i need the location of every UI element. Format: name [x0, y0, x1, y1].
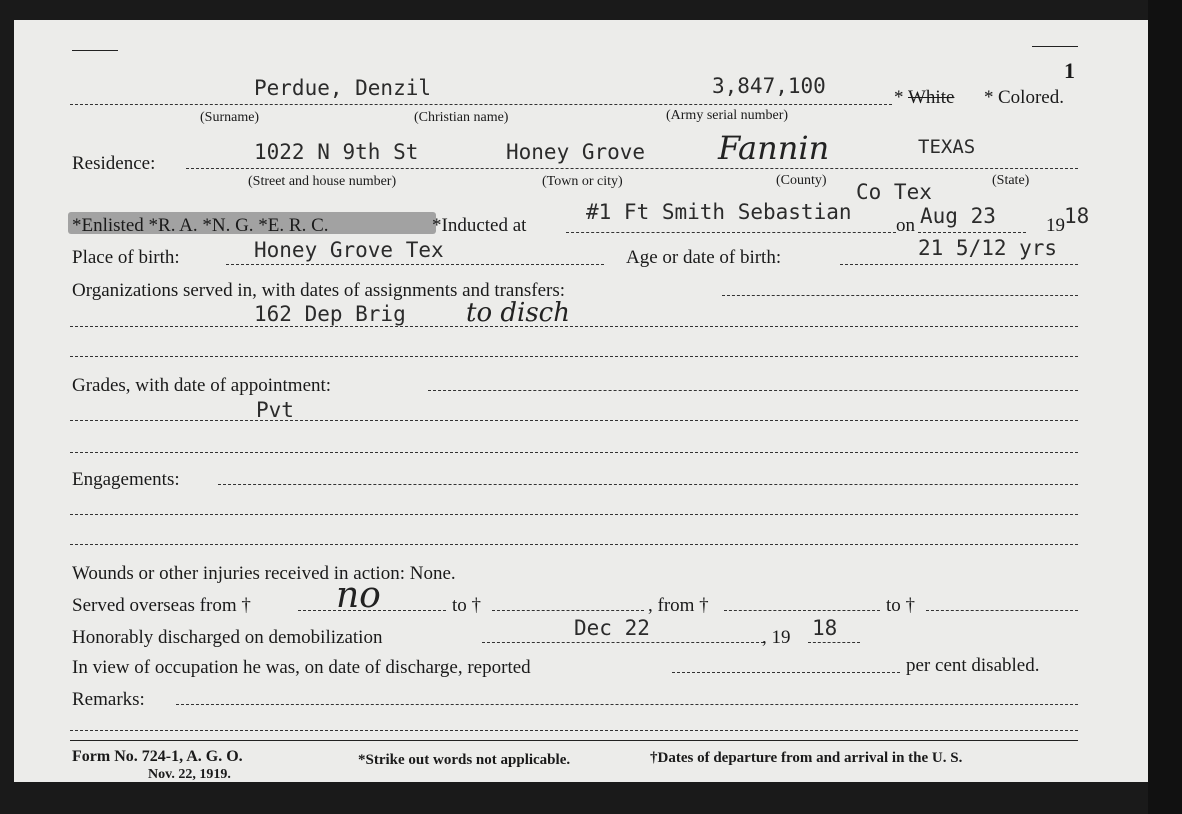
age-label: Age or date of birth: — [626, 247, 782, 268]
wounds-label: Wounds or other injuries received in action: None. — [72, 563, 456, 584]
footer-rule — [70, 740, 1078, 741]
form-number: Form No. 724-1, A. G. O. — [72, 748, 243, 765]
surname-caption: (Surname) — [200, 110, 260, 125]
overseas-line-2 — [492, 610, 644, 611]
strike-note: *Strike out words not applicable. — [358, 752, 571, 768]
inducted-on-label: on — [896, 215, 915, 236]
remarks-label: Remarks: — [72, 689, 145, 710]
remarks-line-1 — [176, 704, 1078, 705]
grades-line-2 — [70, 420, 1078, 421]
age-line — [840, 264, 1078, 265]
engagements-line-2 — [70, 514, 1078, 515]
residence-county: Fannin — [718, 129, 830, 167]
organizations-line-1 — [722, 295, 1078, 296]
residence-street: 1022 N 9th St — [254, 140, 419, 164]
residence-state: TEXAS — [918, 136, 976, 158]
overseas-label: Served overseas from † — [72, 595, 251, 616]
card-number: 1 — [1064, 58, 1075, 83]
form-date: Nov. 22, 1919. — [148, 767, 231, 782]
serial-caption: (Army serial number) — [666, 108, 789, 123]
grades-line-3 — [70, 452, 1078, 453]
residence-line — [186, 168, 1078, 169]
overseas-line-1 — [298, 610, 446, 611]
dates-note: †Dates of departure from and arrival in the U. S. — [650, 750, 963, 766]
overseas-to2-label: to † — [886, 595, 916, 616]
inducted-year: 18 — [1064, 204, 1090, 228]
organizations-line-3 — [70, 356, 1078, 357]
disability-line — [672, 672, 900, 673]
overseas-from-label: , from † — [648, 595, 709, 616]
overseas-value: no — [336, 575, 381, 616]
discharge-date: Dec 22 — [574, 616, 650, 640]
overseas-to-label: to † — [452, 595, 482, 616]
christian-name-caption: (Christian name) — [414, 110, 509, 125]
white-option: White — [908, 87, 955, 108]
discharge-year: 18 — [812, 616, 838, 640]
organizations-value: 162 Dep Brig — [254, 302, 406, 326]
state-caption: (State) — [992, 173, 1030, 188]
organizations-handwritten: to disch — [466, 298, 570, 328]
residence-town: Honey Grove — [506, 140, 646, 164]
grades-line-1 — [428, 390, 1078, 391]
remarks-line-2 — [70, 730, 1078, 731]
residence-label: Residence: — [72, 153, 156, 174]
engagements-label: Engagements: — [72, 469, 180, 490]
overseas-line-3 — [724, 610, 880, 611]
grades-label: Grades, with date of appointment: — [72, 375, 332, 396]
inducted-label: *Inducted at — [432, 215, 527, 236]
top-left-rule — [72, 50, 118, 51]
scan-border — [1148, 0, 1182, 814]
inducted-date: Aug 23 — [920, 204, 996, 228]
engagements-line-3 — [70, 544, 1078, 545]
inducted-line — [566, 232, 896, 233]
top-right-rule — [1032, 46, 1078, 47]
disability-suffix: per cent disabled. — [906, 655, 1040, 676]
place-of-birth: Honey Grove Tex — [254, 238, 444, 262]
discharge-date-line — [482, 642, 764, 643]
grades-value: Pvt — [256, 398, 294, 422]
colored-option: Colored. — [998, 87, 1064, 108]
colored-asterisk: * — [984, 87, 994, 108]
serial-value: 3,847,100 — [712, 74, 826, 98]
town-caption: (Town or city) — [542, 174, 623, 189]
white-asterisk: * — [894, 87, 904, 108]
discharge-year-line — [808, 642, 860, 643]
discharge-label: Honorably discharged on demobilization — [72, 627, 383, 648]
street-caption: (Street and house number) — [248, 174, 397, 189]
organizations-line-2 — [70, 326, 1078, 327]
place-of-birth-line — [226, 264, 604, 265]
county-caption: (County) — [776, 173, 827, 188]
inducted-year-prefix: 19 — [1046, 215, 1065, 236]
disability-label: In view of occupation he was, on date of discharge, reported — [72, 657, 531, 678]
inducted-at: #1 Ft Smith Sebastian — [586, 200, 852, 224]
organizations-label: Organizations served in, with dates of assignments and transfers: — [72, 280, 566, 301]
inducted-date-line — [918, 232, 1026, 233]
age-value: 21 5/12 yrs — [918, 236, 1058, 260]
name-value: Perdue, Denzil — [254, 76, 432, 100]
residence-county-suffix: Co Tex — [856, 180, 932, 204]
overseas-line-4 — [926, 610, 1078, 611]
discharge-year-prefix: , 19 — [762, 627, 791, 648]
enlisted-label: *Enlisted *R. A. *N. G. *E. R. C. — [72, 215, 329, 236]
place-of-birth-label: Place of birth: — [72, 247, 180, 268]
engagements-line-1 — [218, 484, 1078, 485]
name-line — [70, 104, 892, 105]
